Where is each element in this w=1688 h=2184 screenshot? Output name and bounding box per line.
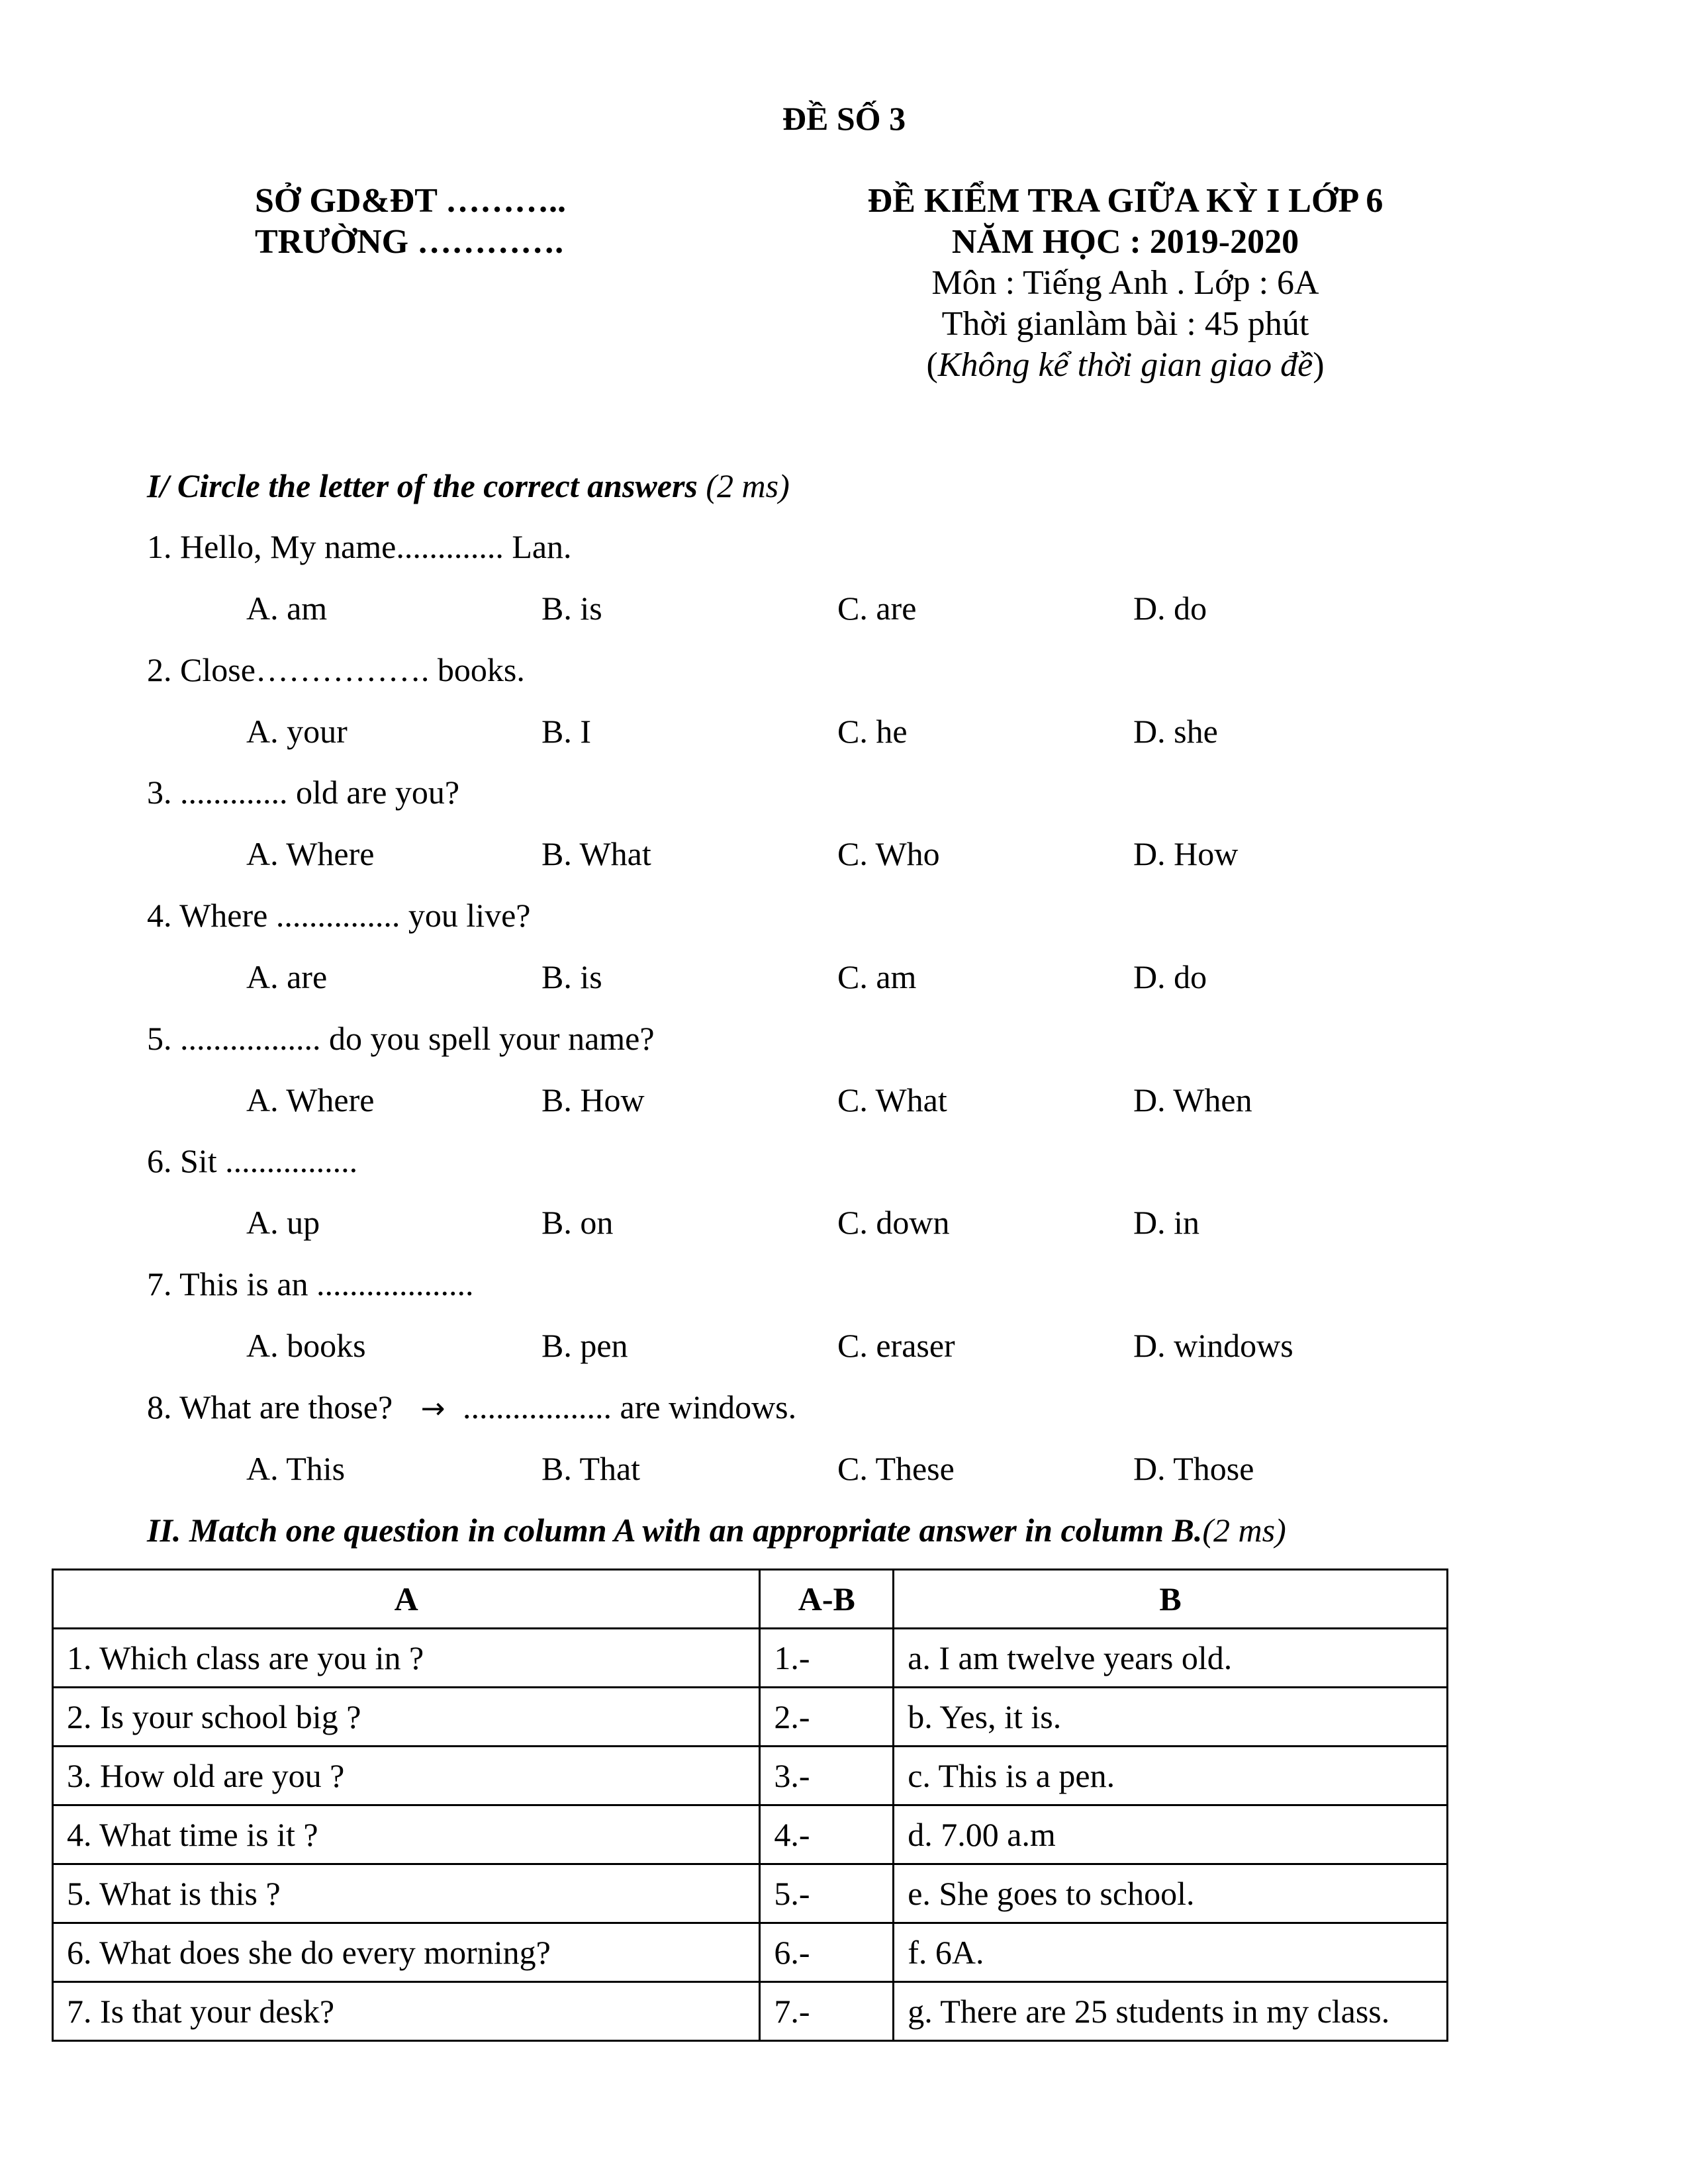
option-8a[interactable]: A. This <box>246 1450 346 1487</box>
table-row <box>53 1864 1448 1923</box>
question-cell: 4. What time is it ? <box>53 1805 760 1864</box>
option-1a[interactable]: A. am <box>246 590 328 627</box>
answer-cell[interactable]: 6.- <box>760 1923 894 1982</box>
option-7d[interactable]: D. windows <box>1133 1327 1293 1364</box>
choice-cell: a. I am twelve years old. <box>894 1629 1448 1688</box>
option-2c[interactable]: C. he <box>837 713 908 750</box>
section1-heading: I/ Circle the letter of the correct answers (2 ms) <box>147 467 790 504</box>
choice-cell: g. There are 25 students in my class. <box>894 1982 1448 2041</box>
choice-cell: c. This is a pen. <box>894 1747 1448 1805</box>
table-header-row <box>53 1570 1448 1629</box>
column-a-header: A <box>53 1570 760 1629</box>
section1-marks: (2 ms) <box>697 467 790 504</box>
choice-cell: f. 6A. <box>894 1923 1448 1982</box>
option-2a[interactable]: A. your <box>246 713 348 750</box>
option-4b[interactable]: B. is <box>541 958 602 995</box>
option-7c[interactable]: C. eraser <box>837 1327 955 1364</box>
question-7: 7. This is an ................... <box>147 1265 474 1302</box>
option-5c[interactable]: C. What <box>837 1081 947 1118</box>
question-4: 4. Where ............... you live? <box>147 897 531 934</box>
option-3c[interactable]: C. Who <box>837 835 940 872</box>
note-line: (Không kể thời gian giao đề) <box>926 346 1325 384</box>
answer-cell[interactable]: 5.- <box>760 1864 894 1923</box>
choice-cell: b. Yes, it is. <box>894 1688 1448 1747</box>
exam-number: ĐỀ SỐ 3 <box>782 100 906 137</box>
option-1b[interactable]: B. is <box>541 590 602 627</box>
option-8d[interactable]: D. Those <box>1133 1450 1254 1487</box>
answer-cell[interactable]: 2.- <box>760 1688 894 1747</box>
option-6c[interactable]: C. down <box>837 1204 950 1241</box>
table-row <box>53 1747 1448 1805</box>
option-8b[interactable]: B. That <box>541 1450 641 1487</box>
option-4d[interactable]: D. do <box>1133 958 1207 995</box>
question-2: 2. Close……………. books. <box>147 651 525 688</box>
question-cell: 6. What does she do every morning? <box>53 1923 760 1982</box>
option-3b[interactable]: B. What <box>541 835 651 872</box>
question-cell: 7. Is that your desk? <box>53 1982 760 2041</box>
question-8: 8. What are those? → .................. are windows. <box>147 1388 797 1426</box>
department-line: SỞ GD&ĐT ……….. <box>255 182 566 220</box>
column-ab-header: A-B <box>760 1570 894 1629</box>
section2-marks: (2 ms) <box>1202 1512 1286 1549</box>
table-row <box>53 1982 1448 2041</box>
question-cell: 1. Which class are you in ? <box>53 1629 760 1688</box>
header-right <box>794 181 1456 386</box>
table-row <box>53 1688 1448 1747</box>
question-6: 6. Sit ................ <box>147 1142 358 1179</box>
answer-cell[interactable]: 7.- <box>760 1982 894 2041</box>
option-1d[interactable]: D. do <box>1133 590 1207 627</box>
option-3a[interactable]: A. Where <box>246 835 375 872</box>
answer-cell[interactable]: 3.- <box>760 1747 894 1805</box>
option-7b[interactable]: B. pen <box>541 1327 628 1364</box>
answer-cell[interactable]: 1.- <box>760 1629 894 1688</box>
question-cell: 3. How old are you ? <box>53 1747 760 1805</box>
duration-line: Thời gianlàm bài : 45 phút <box>941 305 1309 343</box>
option-3d[interactable]: D. How <box>1133 835 1239 872</box>
table-row <box>53 1923 1448 1982</box>
option-4c[interactable]: C. am <box>837 958 917 995</box>
note-italic: Không kể thời gian giao đề <box>937 346 1313 384</box>
school-line: TRƯỜNG …………. <box>255 223 564 261</box>
option-4a[interactable]: A. are <box>246 958 328 995</box>
table-row <box>53 1805 1448 1864</box>
option-2b[interactable]: B. I <box>541 713 591 750</box>
matching-table <box>52 1569 1448 2042</box>
exam-title: ĐỀ KIỂM TRA GIỮA KỲ I LỚP 6 <box>867 182 1383 220</box>
table-row <box>53 1629 1448 1688</box>
choice-cell: e. She goes to school. <box>894 1864 1448 1923</box>
section2-heading: II. Match one question in column A with an appropriate answer in column B.(2 ms) <box>147 1512 1286 1549</box>
question-cell: 5. What is this ? <box>53 1864 760 1923</box>
arrow-right-icon: → <box>420 1392 445 1426</box>
question-5: 5. ................. do you spell your name? <box>147 1020 655 1057</box>
option-7a[interactable]: A. books <box>246 1327 366 1364</box>
option-6d[interactable]: D. in <box>1133 1204 1199 1241</box>
subject-line: Môn : Tiếng Anh . Lớp : 6A <box>931 264 1319 302</box>
option-6b[interactable]: B. on <box>541 1204 614 1241</box>
school-year: NĂM HỌC : 2019-2020 <box>951 223 1299 261</box>
option-2d[interactable]: D. she <box>1133 713 1218 750</box>
option-5d[interactable]: D. When <box>1133 1081 1252 1118</box>
choice-cell: d. 7.00 a.m <box>894 1805 1448 1864</box>
column-b-header: B <box>894 1570 1448 1629</box>
question-cell: 2. Is your school big ? <box>53 1688 760 1747</box>
option-5a[interactable]: A. Where <box>246 1081 375 1118</box>
option-1c[interactable]: C. are <box>837 590 917 627</box>
header-left <box>255 181 566 263</box>
answer-cell[interactable]: 4.- <box>760 1805 894 1864</box>
option-6a[interactable]: A. up <box>246 1204 320 1241</box>
option-8c[interactable]: C. These <box>837 1450 955 1487</box>
question-1: 1. Hello, My name............. Lan. <box>147 528 572 565</box>
option-5b[interactable]: B. How <box>541 1081 645 1118</box>
question-3: 3. ............. old are you? <box>147 774 460 811</box>
